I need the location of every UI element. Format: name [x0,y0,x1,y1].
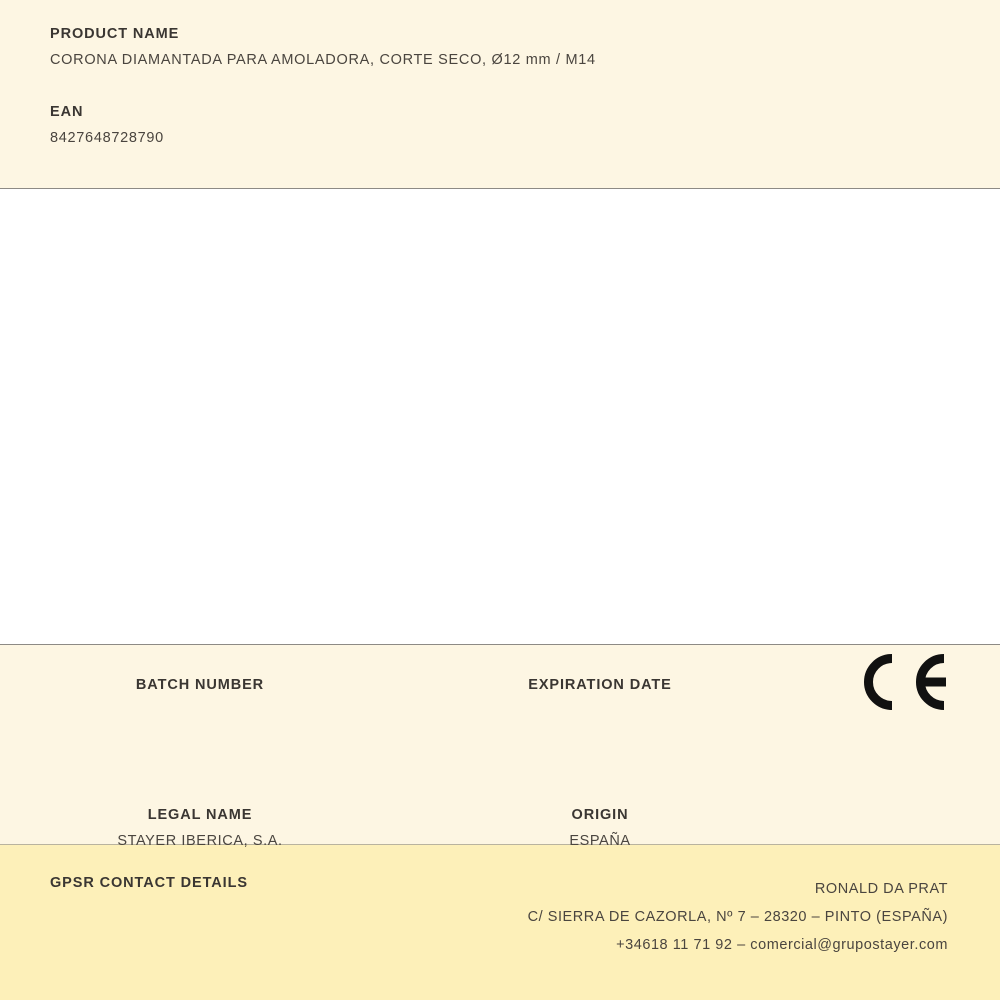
contact-address: C/ SIERRA DE CAZORLA, Nº 7 – 28320 – PINTO (ESPAÑA) [527,909,948,925]
batch-number-label: BATCH NUMBER [135,677,265,693]
ean-value: 8427648728790 [50,130,164,146]
contact-phone-email: +34618 11 71 92 – comercial@grupostayer.com [616,937,948,953]
batch-number-value [0,701,400,717]
data-grid-row-one [0,645,800,717]
origin-label: ORIGIN [571,807,629,824]
product-data-section [0,645,1000,849]
data-grid-row-two [0,775,800,850]
product-name-label: PRODUCT NAME [50,26,180,42]
spacer [50,68,950,104]
product-name-value: CORONA DIAMANTADA PARA AMOLADORA, CORTE SECO, Ø12 mm / M14 [50,52,596,68]
legal-name-value: STAYER IBERICA, S.A. [117,832,283,849]
contact-name: RONALD DA PRAT [814,881,948,897]
origin-field [400,807,800,850]
gpsr-contact-section [0,845,1000,1000]
product-header-section [0,0,1000,189]
expiration-date-value [400,701,800,717]
gpsr-contact-label: GPSR CONTACT DETAILS [50,875,248,891]
ean-label: EAN [50,104,84,120]
gpsr-contact-details [528,875,948,959]
ce-marking-icon [852,650,948,714]
legal-name-field [0,807,400,850]
origin-value: ESPAÑA [569,832,631,849]
blank-content-area [0,189,1000,645]
batch-number-field [0,677,400,717]
legal-name-label: LEGAL NAME [147,807,253,824]
expiration-date-field [400,677,800,717]
expiration-date-label: EXPIRATION DATE [528,677,672,693]
